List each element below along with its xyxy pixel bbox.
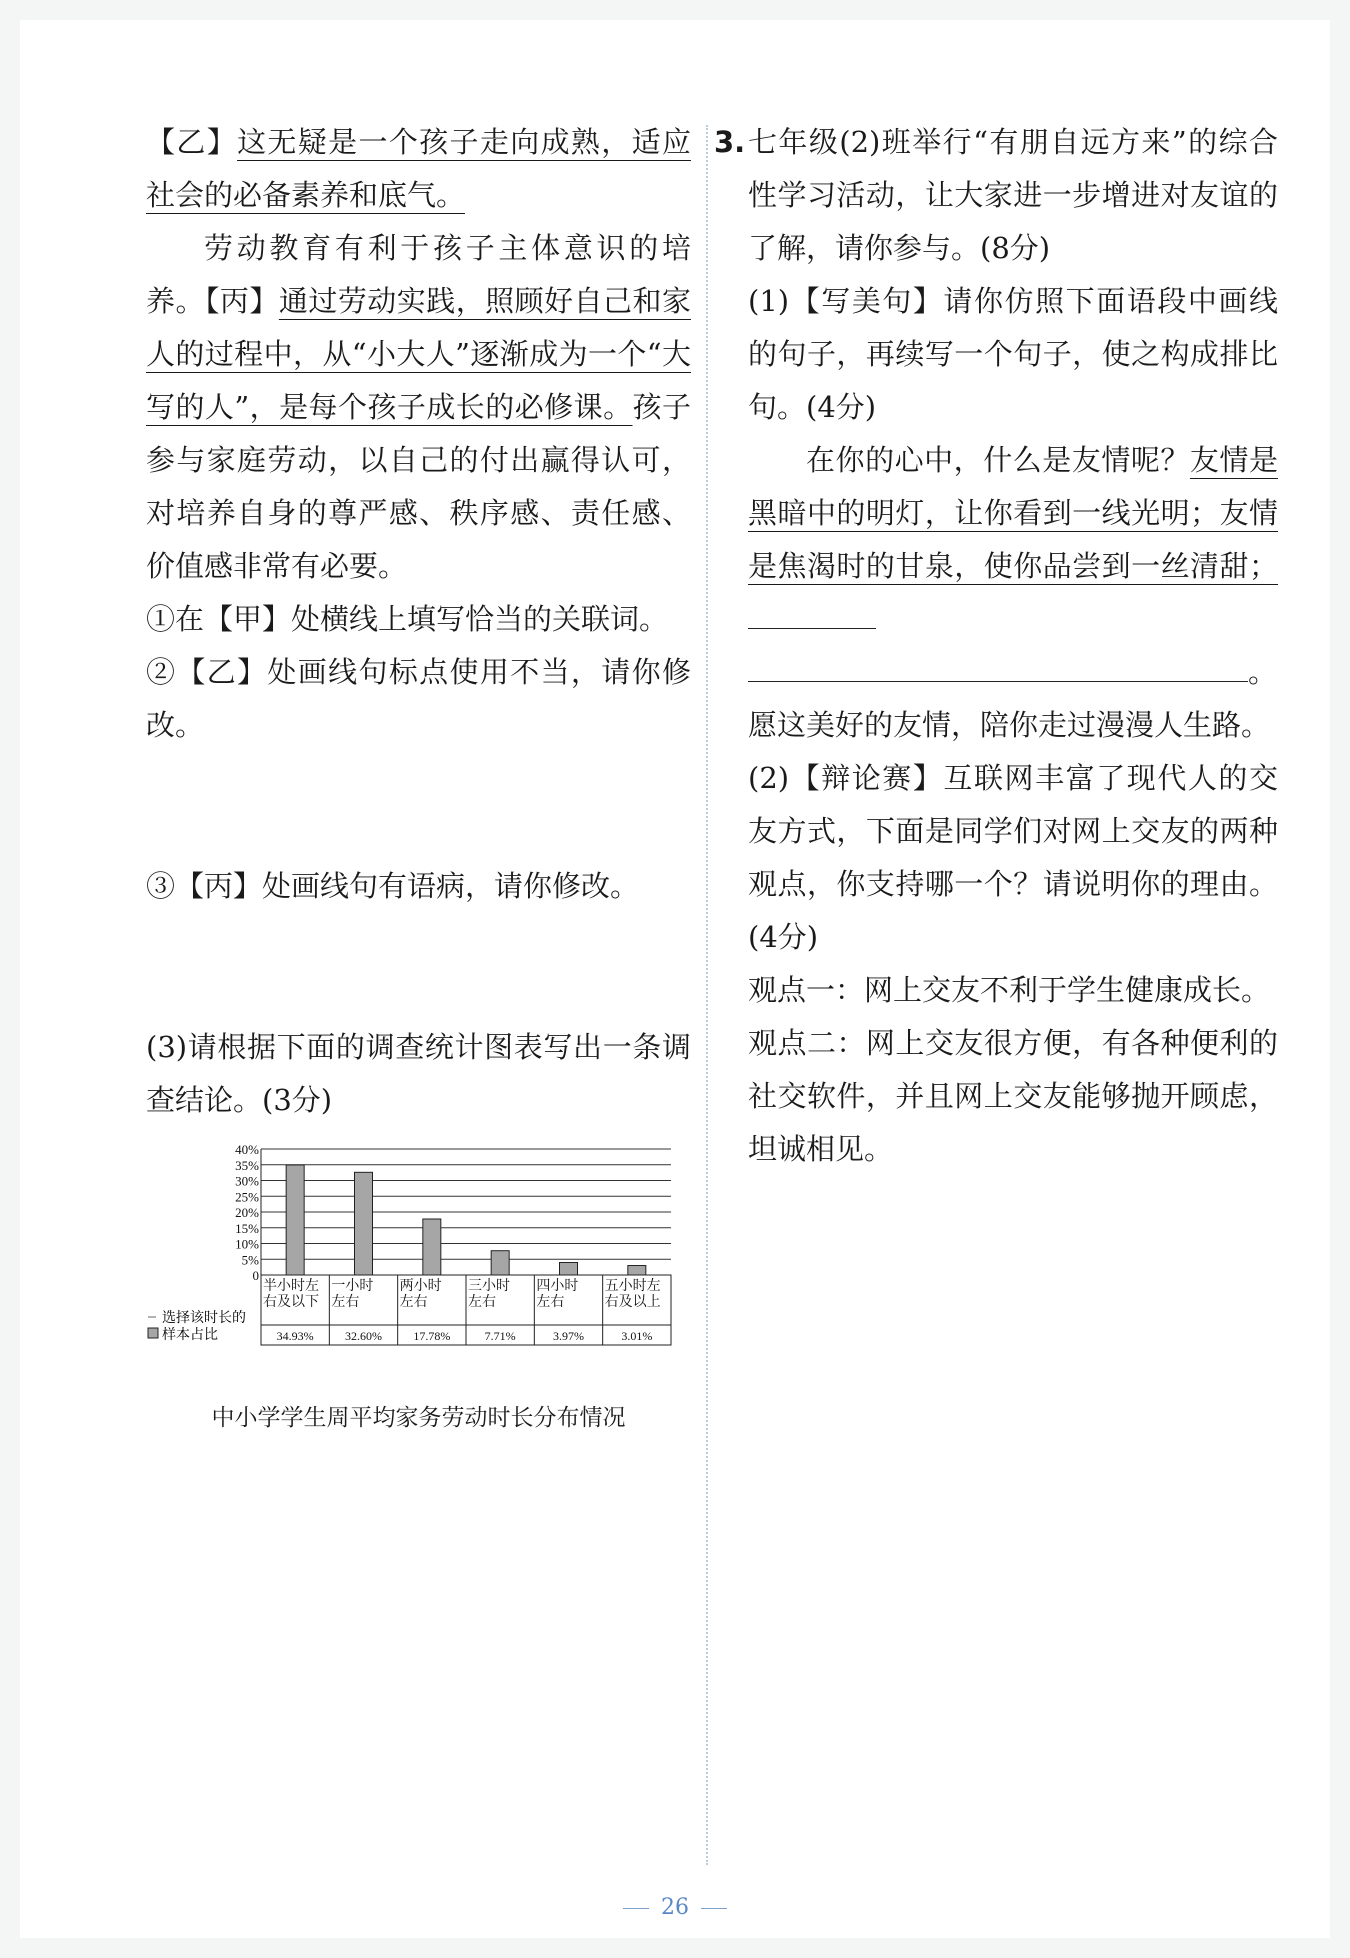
intro-text: 七年级(2)班举行“有朋自远方来”的综合性学习活动，让大家进一步增进对友谊的了解，请你参与。(8分)	[748, 125, 1278, 265]
passage-text: 在你的心中，什么是友情呢？	[806, 443, 1190, 477]
bar	[560, 1262, 578, 1275]
underlined-sentence-bing: 通过劳动实践，照顾好自己和家人的过程中，从“小大人”逐渐成为一个“大写的人”，是每个孩子成长的必修课。	[146, 284, 691, 424]
value-label: 7.71%	[484, 1329, 516, 1343]
viewpoint-2: 观点二：网上交友很方便，有各种便利的社交软件，并且网上交友能够抛开顾虑，坦诚相见。	[748, 1026, 1278, 1166]
fill-blank[interactable]	[748, 628, 876, 629]
value-label: 17.78%	[413, 1329, 451, 1343]
question-3: ③【丙】处画线句有语病，请你修改。	[146, 869, 640, 903]
worksheet-page	[20, 20, 1330, 1938]
chart	[146, 1141, 691, 1431]
bar	[491, 1251, 509, 1275]
page-number-text: 26	[661, 1895, 689, 1920]
value-label: 34.93%	[276, 1329, 314, 1343]
category-label: 四小时左右	[536, 1278, 579, 1310]
marker-yi: 【乙】	[146, 125, 238, 159]
question-number: 3.	[714, 125, 746, 159]
passage-text: 孩子参与家庭劳动，以自己的付出赢得认可，对培养自身的尊严感、秩序感、责任感、价值感非常有必要。	[146, 390, 691, 583]
question-2: ②【乙】处画线句标点使用不当，请你修改。	[146, 655, 691, 742]
value-label: 32.60%	[345, 1329, 382, 1343]
question-chart: (3)请根据下面的调查统计图表写出一条调查结论。(3分)	[146, 1030, 691, 1117]
underlined-parallel-sentences: 友情是黑暗中的明灯，让你看到一线光明；友情是焦渴时的甘泉，使你品尝到一丝清甜；	[748, 443, 1278, 583]
question-1: ①在【甲】处横线上填写恰当的关联词。	[146, 602, 669, 636]
period: 。	[1248, 655, 1278, 689]
viewpoint-1: 观点一：网上交友不利于学生健康成长。	[748, 973, 1271, 1007]
legend-label: 样本占比	[162, 1327, 218, 1343]
category-label: 半小时左右及以下	[263, 1278, 319, 1310]
y-tick-label: 0	[252, 1268, 259, 1283]
fill-blank-line	[748, 646, 1278, 699]
bar	[628, 1266, 646, 1275]
underlined-sentence-yi: 这无疑是一个孩子走向成熟，适应社会的必备素养和底气。	[146, 125, 691, 212]
subquestion-1: (1)【写美句】请你仿照下面语段中画线的句子，再续写一个句子，使之构成排比句。(4分)	[748, 284, 1278, 424]
passage-closing: 愿这美好的友情，陪你走过漫漫人生路。	[748, 708, 1271, 742]
subquestion-2: (2)【辩论赛】互联网丰富了现代人的交友方式，下面是同学们对网上交友的两种观点，你支持哪一个？请说明你的理由。(4分)	[748, 761, 1278, 954]
passage-paragraph-1	[146, 116, 691, 222]
category-label: 三小时左右	[468, 1278, 510, 1310]
y-tick-label: 30%	[235, 1173, 259, 1189]
y-tick-label: 5%	[241, 1252, 259, 1268]
column-divider	[706, 125, 708, 1865]
y-tick-label: 25%	[235, 1189, 259, 1205]
question-3-intro	[714, 116, 1278, 275]
right-column	[714, 116, 1278, 1176]
value-label: 3.01%	[621, 1329, 653, 1343]
page-number	[20, 1895, 1330, 1920]
y-tick-label: 15%	[235, 1220, 259, 1236]
legend-label: 选择该时长的	[162, 1310, 246, 1326]
y-tick-label: 35%	[235, 1157, 259, 1173]
imitation-passage	[748, 434, 1278, 646]
left-column	[146, 116, 691, 1431]
value-label: 3.97%	[553, 1329, 584, 1343]
bar	[423, 1219, 441, 1275]
y-tick-label: 40%	[235, 1142, 259, 1157]
category-label: 两小时左右	[399, 1278, 442, 1310]
bar	[286, 1165, 304, 1275]
fill-blank[interactable]	[748, 681, 1248, 682]
passage-text: 劳动教育有利于孩子主体意识的培养。	[146, 231, 691, 318]
category-label: 一小时左右	[331, 1278, 374, 1310]
bar	[355, 1172, 373, 1275]
bar-chart	[146, 1141, 691, 1371]
y-tick-label: 10%	[235, 1236, 259, 1252]
y-tick-label: 20%	[235, 1205, 259, 1220]
answer-space[interactable]	[146, 913, 691, 1021]
chart-caption: 中小学学生周平均家务劳动时长分布情况	[211, 1405, 626, 1431]
legend-swatch	[148, 1328, 158, 1338]
passage-paragraph-2	[146, 222, 691, 593]
marker-bing: 【丙】	[204, 284, 279, 318]
answer-space[interactable]	[146, 752, 691, 860]
category-label: 五小时左右及以上	[604, 1278, 661, 1310]
